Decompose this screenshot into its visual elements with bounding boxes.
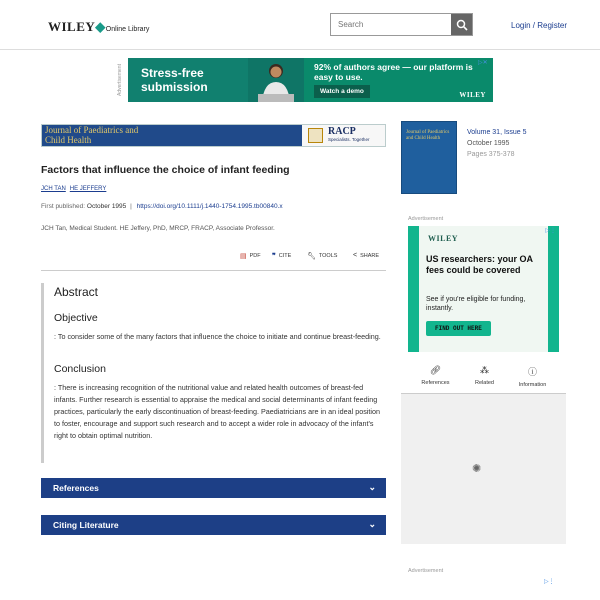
bottom-ad-label: Advertisement bbox=[408, 568, 444, 574]
person-image bbox=[248, 58, 304, 102]
site-header bbox=[0, 0, 600, 50]
author-affiliation: JCH Tan, Medical Student. HE Jeffery, PhD, MRCP, FRACP, Associate Professor. bbox=[41, 225, 275, 232]
doi-link[interactable]: https://doi.org/10.1111/j.1440-1754.1995.tb00840.x bbox=[136, 203, 283, 210]
divider bbox=[41, 270, 386, 271]
tools-button[interactable] bbox=[307, 252, 337, 260]
racp-tagline: Specialists. Together bbox=[328, 137, 370, 142]
find-out-here-button[interactable]: FIND OUT HERE bbox=[426, 321, 491, 336]
tab-references-label: References bbox=[421, 380, 450, 386]
side-ad-brand: WILEY bbox=[428, 234, 459, 243]
author-link[interactable]: JCH TAN bbox=[41, 186, 66, 192]
share-label: SHARE bbox=[360, 252, 380, 259]
author-list bbox=[41, 186, 110, 192]
share-icon: < bbox=[353, 252, 358, 259]
publication-info bbox=[41, 203, 283, 210]
share-button[interactable] bbox=[353, 252, 379, 259]
side-ad-body: See if you're eligible for funding, instantly. bbox=[426, 296, 526, 312]
search-icon bbox=[456, 19, 468, 31]
top-ad-headline: Stress-free submission bbox=[141, 66, 208, 94]
tab-related[interactable] bbox=[457, 365, 512, 386]
link-icon: 🔗︎ bbox=[429, 365, 442, 375]
top-ad-brand: WILEY bbox=[459, 91, 486, 99]
author-link[interactable]: HE JEFFERY bbox=[69, 186, 107, 192]
logo-dot-icon: ◆ bbox=[95, 19, 106, 34]
pdf-button[interactable] bbox=[240, 252, 261, 260]
logo-main: WILEY bbox=[48, 19, 96, 34]
quote-icon: ❞ bbox=[272, 253, 276, 260]
top-ad-label: Advertisement bbox=[117, 64, 123, 96]
search-box bbox=[330, 13, 473, 36]
racp-logo bbox=[302, 125, 385, 146]
journal-name: Journal of Paediatrics and Child Health bbox=[45, 125, 139, 145]
login-register-link[interactable]: Login / Register bbox=[511, 21, 568, 30]
tab-content-panel bbox=[401, 394, 566, 544]
side-tabs bbox=[401, 365, 566, 393]
conclusion-text: : There is increasing recognition of the nutritional value and related health outcomes of breast-fed infants. Further research is essential to appraise the medical and social determinants of infant feeding practices, particularly the early discontinuation of breast-feeding. Paediatricians are in an ideal position to foster, encourage and support such research and to accept a wider role in advocacy of the infant's right to obtain optimal nutrition. bbox=[54, 383, 381, 440]
side-ad[interactable] bbox=[408, 226, 559, 352]
chevron-down-icon: ⌄ bbox=[368, 482, 376, 492]
wrench-icon: 🔧︎ bbox=[307, 253, 316, 260]
adchoices-icon[interactable]: ▷⋮ bbox=[545, 228, 556, 234]
racp-crest-icon bbox=[308, 128, 323, 143]
separator: | bbox=[130, 203, 132, 210]
pdf-label: PDF bbox=[249, 253, 261, 259]
side-ad-headline: US researchers: your OA fees could be covered bbox=[426, 254, 533, 275]
top-ad-right-text: 92% of authors agree — our platform is easy to use. bbox=[314, 62, 473, 82]
top-ad-person-image bbox=[248, 58, 304, 102]
issue-pages: Pages 375-378 bbox=[467, 151, 515, 158]
issue-info bbox=[467, 127, 527, 160]
journal-cover-image[interactable] bbox=[401, 121, 457, 194]
issue-date: October 1995 bbox=[467, 140, 510, 147]
watch-demo-button[interactable]: Watch a demo bbox=[314, 85, 370, 98]
tab-information-label: Information bbox=[518, 382, 547, 388]
citing-literature-label: Citing Literature bbox=[53, 520, 119, 530]
tools-label: TOOLS bbox=[318, 253, 338, 259]
loading-spinner-icon: ✺ bbox=[472, 463, 482, 475]
objective-text: : To consider some of the many factors that influence the choice to initiate and continue breast-feeding. bbox=[54, 332, 381, 341]
journal-banner-left bbox=[42, 125, 302, 146]
references-label: References bbox=[53, 483, 99, 493]
first-published-date: October 1995 bbox=[86, 203, 127, 210]
references-accordion[interactable] bbox=[41, 478, 386, 498]
info-icon: ⓘ bbox=[527, 367, 537, 377]
tab-related-label: Related bbox=[475, 380, 494, 386]
volume-issue-link[interactable]: Volume 31, Issue 5 bbox=[467, 129, 527, 136]
article-title: Factors that influence the choice of infant feeding bbox=[41, 164, 290, 176]
top-ad-right[interactable] bbox=[304, 58, 493, 102]
journal-banner[interactable] bbox=[41, 124, 386, 147]
pdf-icon: ▤ bbox=[240, 253, 247, 260]
search-button[interactable] bbox=[451, 14, 472, 35]
network-icon: ⁂ bbox=[480, 365, 489, 375]
adchoices-icon[interactable]: ▷⋮ bbox=[544, 579, 555, 585]
citing-literature-accordion[interactable] bbox=[41, 515, 386, 535]
objective-heading: Objective bbox=[54, 312, 98, 324]
racp-name: RACP bbox=[328, 126, 356, 137]
tab-information[interactable] bbox=[505, 365, 560, 388]
article-tools bbox=[240, 252, 386, 262]
chevron-down-icon: ⌄ bbox=[368, 519, 376, 529]
cite-label: CITE bbox=[278, 253, 292, 259]
adchoices-icon[interactable]: ▷✕ bbox=[478, 60, 488, 66]
search-input[interactable] bbox=[331, 14, 451, 35]
cover-title: Journal of Paediatrics and Child Health bbox=[406, 130, 450, 141]
side-ad-label: Advertisement bbox=[408, 216, 444, 222]
conclusion-heading: Conclusion bbox=[54, 363, 106, 375]
side-ad-card bbox=[419, 226, 556, 352]
logo-sub: Online Library bbox=[105, 26, 150, 33]
tab-references[interactable] bbox=[408, 365, 463, 386]
abstract-section bbox=[41, 283, 386, 463]
cite-button[interactable] bbox=[272, 252, 291, 260]
abstract-heading: Abstract bbox=[54, 285, 99, 299]
first-published-label: First published: bbox=[41, 203, 86, 210]
wiley-logo[interactable] bbox=[48, 19, 149, 35]
